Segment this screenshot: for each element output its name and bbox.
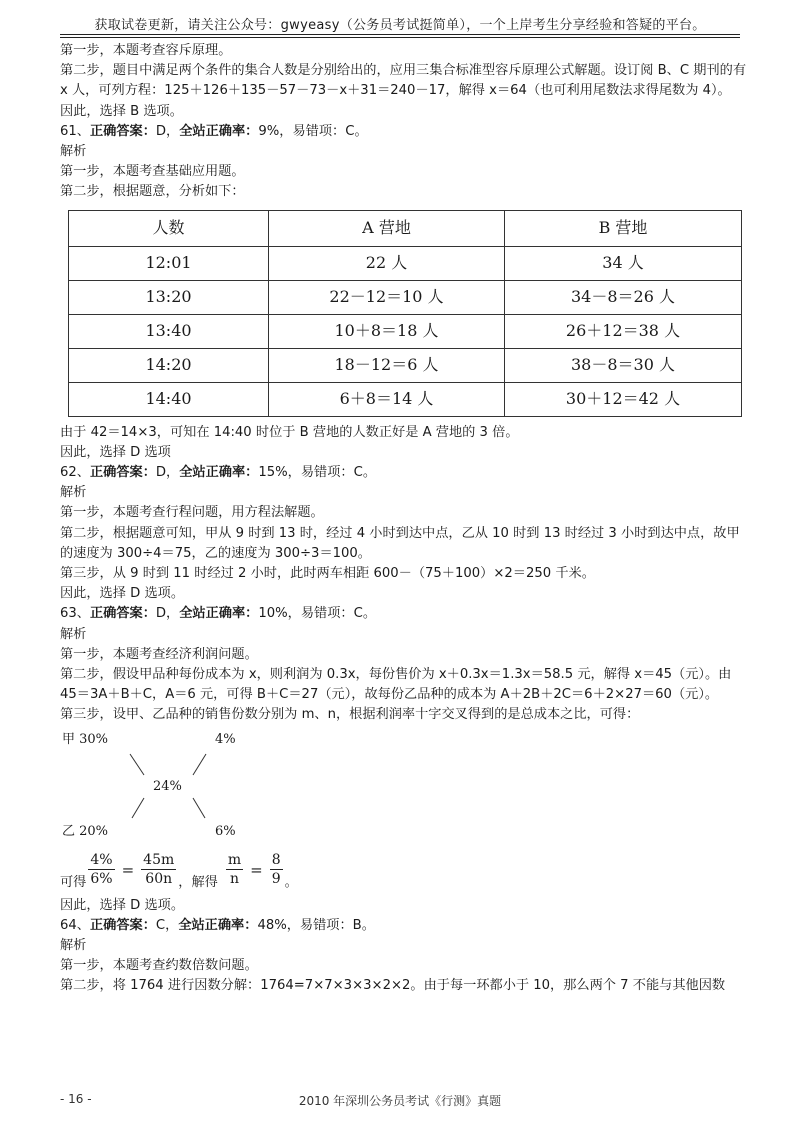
cross-top-right: 4% — [215, 731, 236, 747]
q63-answer: D， — [155, 606, 180, 622]
table-cell: 12:01 — [69, 246, 269, 280]
fraction-numerator: m — [227, 852, 242, 869]
q64-answer: C， — [155, 917, 179, 933]
cross-line-bl — [132, 798, 144, 818]
fraction-2 — [141, 851, 176, 888]
q61-answer: D， — [155, 123, 180, 139]
cross-center: 24% — [153, 778, 182, 794]
camp-table — [68, 210, 742, 417]
fraction-numerator: 4% — [90, 852, 113, 869]
cross-bottom-left: 乙 20% — [62, 823, 109, 839]
table-cell: 6＋8＝14 人 — [269, 382, 505, 416]
table-cell: 26＋12＝38 人 — [505, 314, 742, 348]
table-cell: 18－12＝6 人 — [269, 348, 505, 382]
cross-line-tr — [193, 754, 206, 775]
q64-number: 64、 — [60, 917, 90, 933]
table-cell: 30＋12＝42 人 — [505, 382, 742, 416]
q60-step1: 第一步，本题考查容斥原理。 — [60, 43, 232, 58]
cross-bottom-right: 6% — [215, 823, 236, 839]
q64-answer-line — [60, 916, 750, 936]
q61-step2: 第二步，根据题意，分析如下： — [60, 184, 245, 200]
table-row — [69, 280, 742, 314]
q64-analysis-heading: 解析 — [60, 938, 87, 954]
footer-title: 2010 年深圳公务员考试《行测》真题 — [298, 1094, 502, 1108]
math-mid: ，解得 — [178, 875, 218, 891]
fraction-4 — [270, 851, 283, 888]
table-cell: 34 人 — [505, 246, 742, 280]
q60-step2: 第二步，题目中满足两个条件的集合人数是分别给出的，应用三集合标准型容斥原理公式解题。设订阅 B、C 期刊的有 x 人，可列方程：125＋126＋135－57－73－x＋31＝240－17，解得 x＝64（也可利用尾数法求得尾数为 4）。 — [60, 63, 747, 99]
table-row — [69, 382, 742, 416]
table-cell: 13:20 — [69, 280, 269, 314]
q62-answer-label: 正确答案： — [89, 465, 156, 481]
q63-step1: 第一步，本题考查经济利润问题。 — [60, 646, 258, 662]
q61-analysis-heading: 解析 — [60, 144, 87, 160]
q62-step1: 第一步，本题考查行程问题，用方程法解题。 — [60, 505, 324, 521]
table-row — [69, 246, 742, 280]
math-end: 。 — [284, 875, 298, 891]
cross-line-tl — [130, 754, 144, 775]
q63-rate-label: 全站正确率： — [179, 606, 259, 622]
q64-answer-label: 正确答案： — [89, 917, 156, 933]
table-header-row — [69, 210, 742, 246]
equals-sign: = — [250, 860, 263, 879]
document-body — [60, 41, 750, 997]
q63-rate: 10%，易错项：C。 — [258, 606, 377, 622]
fraction-denominator: n — [229, 871, 239, 888]
fraction-numerator: 8 — [271, 852, 281, 869]
table-cell: 38－8＝30 人 — [505, 348, 742, 382]
table-row — [69, 314, 742, 348]
cross-top-left: 甲 30% — [62, 731, 109, 747]
q64-step2: 第二步，将 1764 进行因数分解：1764=7×7×3×3×2×2。由于每一环都小于 10，那么两个 7 不能与其他因数 — [60, 978, 726, 994]
q61-answer-label: 正确答案： — [89, 123, 156, 139]
q62-rate: 15%，易错项：C。 — [258, 465, 377, 481]
table-header-cell: B 营地 — [505, 210, 742, 246]
q62-step3: 第三步，从 9 时到 11 时经过 2 小时，此时两车相距 600－（75＋100）×2＝250 千米。 — [60, 566, 595, 582]
table-row — [69, 348, 742, 382]
q61-number: 61、 — [60, 123, 90, 139]
ratio-equation — [60, 844, 750, 896]
q61-note: 由于 42＝14×3，可知在 14:40 时位于 B 营地的人数正好是 A 营地的 3 倍。 — [60, 424, 519, 440]
fraction-denominator: 6% — [90, 871, 113, 888]
q64-rate-label: 全站正确率： — [178, 917, 258, 933]
table-cell: 14:40 — [69, 382, 269, 416]
q62-number: 62、 — [60, 465, 90, 481]
q63-step3: 第三步，设甲、乙品种的销售份数分别为 m、n，根据利润率十字交叉得到的是总成本之比，可得： — [60, 707, 640, 723]
table-cell: 22 人 — [269, 246, 505, 280]
q61-conclusion: 因此，选择 D 选项 — [60, 444, 171, 460]
q63-conclusion: 因此，选择 D 选项。 — [60, 897, 185, 913]
q63-analysis-heading: 解析 — [60, 626, 87, 642]
header-rule-thick — [60, 34, 740, 35]
page-header: 获取试卷更新，请关注公众号：gwyeasy（公务员考试挺简单），一个上岸考生分享经验和答疑的平台。 — [94, 18, 706, 33]
q63-answer-line — [60, 604, 750, 624]
q62-conclusion: 因此，选择 D 选项。 — [60, 586, 185, 602]
table-header-cell: A 营地 — [269, 210, 505, 246]
q62-answer: D， — [155, 465, 180, 481]
cross-line-br — [193, 798, 205, 818]
table-cell: 13:40 — [69, 314, 269, 348]
q63-step2: 第二步，假设甲品种每份成本为 x，则利润为 0.3x，每份售价为 x＋0.3x＝1.3x＝58.5 元，解得 x＝45（元）。由 45＝3A＋B＋C，A＝6 元，可得 B＋C＝27（元），故每份乙品种的成本为 A＋2B＋2C＝6＋2×27＝60（元）。 — [60, 667, 732, 703]
header-rule-thin — [60, 37, 740, 38]
q63-number: 63、 — [60, 606, 90, 622]
q62-answer-line — [60, 463, 750, 483]
table-header-cell: 人数 — [69, 210, 269, 246]
q62-analysis-heading: 解析 — [60, 485, 87, 501]
page-number: - 16 - — [60, 1092, 92, 1106]
q63-answer-label: 正确答案： — [89, 606, 156, 622]
q61-answer-line — [60, 122, 750, 142]
q64-rate: 48%，易错项：B。 — [257, 917, 375, 933]
q61-rate: 9%，易错项：C。 — [258, 123, 368, 139]
table-cell: 22－12＝10 人 — [269, 280, 505, 314]
q60-conclusion: 因此，选择 B 选项。 — [60, 103, 183, 119]
fraction-3 — [226, 851, 243, 888]
q62-rate-label: 全站正确率： — [179, 465, 259, 481]
q61-rate-label: 全站正确率： — [179, 123, 259, 139]
math-prefix: 可得 — [60, 875, 87, 891]
table-cell: 34－8＝26 人 — [505, 280, 742, 314]
q62-step2: 第二步，根据题意可知，甲从 9 时到 13 时，经过 4 小时到达中点，乙从 10 时到 13 时经过 3 小时到达中点，故甲的速度为 300÷4＝75，乙的速度为 300÷3＝100。 — [60, 525, 740, 561]
fraction-denominator: 60n — [145, 871, 173, 888]
q64-step1: 第一步，本题考查约数倍数问题。 — [60, 958, 258, 974]
fraction-1 — [88, 851, 114, 888]
cross-diagram — [60, 730, 300, 842]
fraction-numerator: 45m — [143, 852, 175, 869]
equals-sign: = — [121, 860, 135, 879]
fraction-denominator: 9 — [271, 871, 281, 888]
table-cell: 14:20 — [69, 348, 269, 382]
table-cell: 10＋8＝18 人 — [269, 314, 505, 348]
q61-step1: 第一步，本题考查基础应用题。 — [60, 164, 245, 180]
